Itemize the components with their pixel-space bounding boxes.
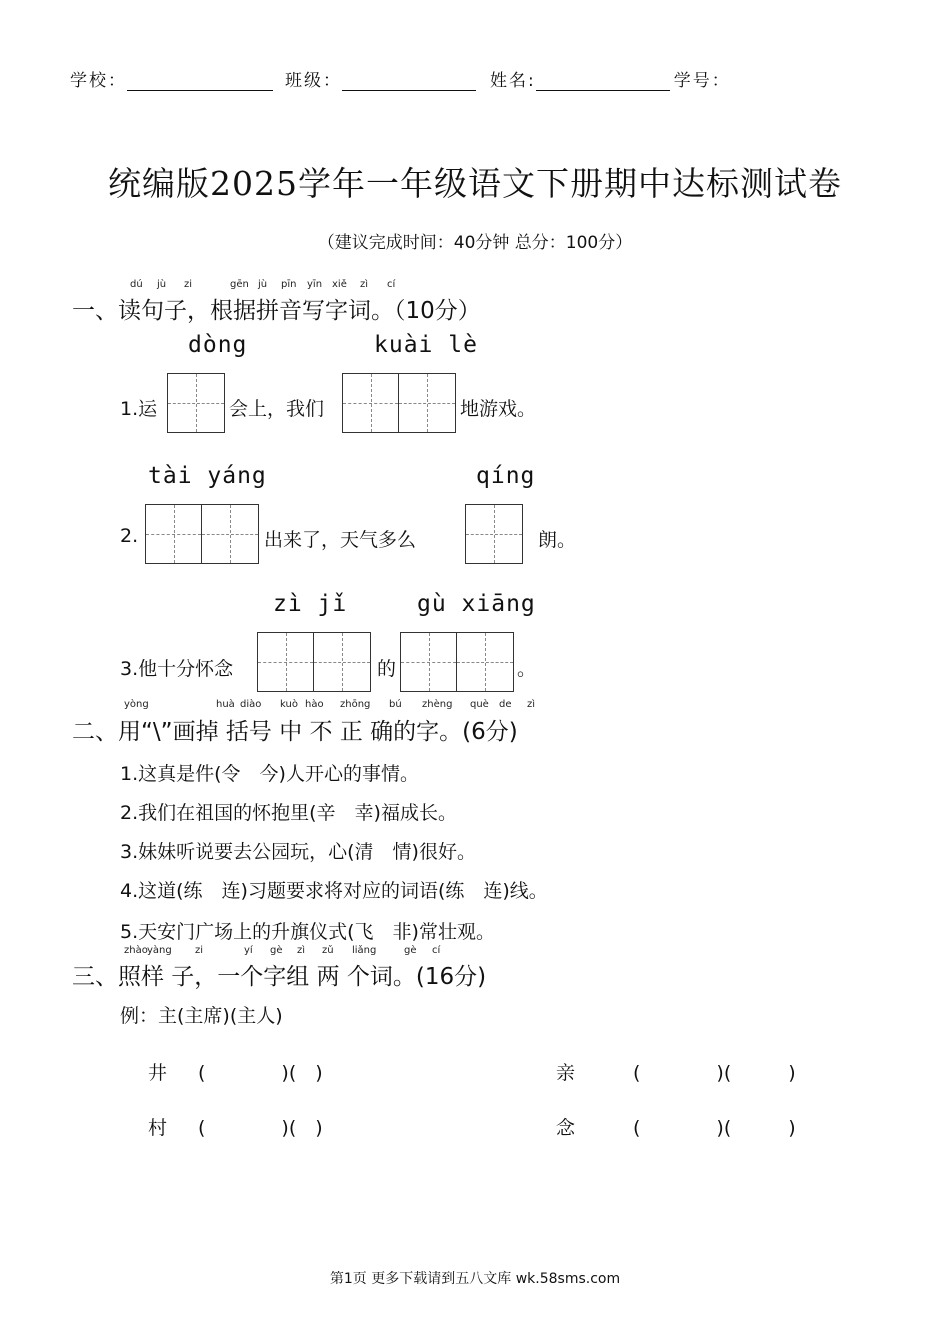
- section3-blanks-jing[interactable]: ( )( ): [198, 1062, 323, 1084]
- writing-cell[interactable]: [343, 374, 399, 432]
- writing-cell[interactable]: [146, 505, 202, 563]
- q3-text-c: 。: [517, 658, 537, 680]
- page-title: 统编版2025学年一年级语文下册期中达标测试卷: [108, 164, 842, 203]
- section3-char-cun: 村: [148, 1117, 168, 1139]
- writing-cell[interactable]: [168, 374, 224, 432]
- student-info-row: [70, 66, 731, 91]
- writing-cell[interactable]: [457, 633, 513, 691]
- ruby-zi5: zì: [297, 945, 306, 956]
- section2-item-3: 3.妹妹听说要去公园玩，心(清 情)很好。: [120, 841, 476, 863]
- q2-pinyin-taiyang: tài yáng: [148, 463, 267, 489]
- writing-cell[interactable]: [202, 505, 258, 563]
- ruby-pin: pīn: [281, 279, 297, 290]
- section3-char-nian: 念: [556, 1117, 576, 1139]
- q1-pinyin-kuaile: kuài lè: [374, 332, 478, 358]
- section3-blanks-qin[interactable]: ( )( ): [633, 1062, 796, 1084]
- ruby-xie: xiě: [332, 279, 347, 290]
- ruby-de: de: [499, 699, 512, 710]
- name-label: 姓名:: [490, 71, 536, 91]
- page-subtitle: （建议完成时间：40分钟 总分：100分）: [317, 233, 633, 253]
- section3-example: 例：主(主席)(主人): [120, 1005, 283, 1027]
- section3-char-qin: 亲: [556, 1062, 576, 1084]
- class-label: 班级：: [285, 71, 342, 91]
- writing-cell[interactable]: [314, 633, 370, 691]
- ruby-que: què: [470, 699, 489, 710]
- ruby-liang: liǎng: [352, 945, 377, 956]
- q3-pinyin-ziji: zì jǐ: [273, 591, 348, 617]
- ruby-du: dú: [130, 279, 143, 290]
- id-label: 学号：: [673, 71, 731, 91]
- writing-cell[interactable]: [401, 633, 457, 691]
- section2-item-2: 2.我们在祖国的怀抱里(辛 幸)福成长。: [120, 802, 457, 824]
- q1-pinyin-dong: dòng: [188, 332, 248, 358]
- ruby-zheng: zhèng: [422, 699, 453, 710]
- ruby-zi2: zì: [360, 279, 369, 290]
- ruby-zu: zǔ: [322, 945, 334, 956]
- q2-grid-qing[interactable]: [465, 504, 523, 564]
- ruby-zi: zi: [184, 279, 193, 290]
- class-field[interactable]: [342, 72, 476, 91]
- section3-blanks-nian[interactable]: ( )( ): [633, 1117, 796, 1139]
- school-field[interactable]: [127, 72, 273, 91]
- section2-item-4: 4.这道(练 连)习题要求将对应的词语(练 连)线。: [120, 880, 548, 902]
- ruby-zi3: zì: [527, 699, 536, 710]
- ruby-hao: hào: [305, 699, 324, 710]
- ruby-ge: gè: [270, 945, 283, 956]
- q3-grid-guxiang[interactable]: [400, 632, 514, 692]
- q3-text-b: 的: [377, 658, 397, 680]
- ruby-zi4: zi: [195, 945, 204, 956]
- school-label: 学校：: [70, 71, 127, 91]
- q2-grid-taiyang[interactable]: [145, 504, 259, 564]
- page-footer: 第1页 更多下载请到五八文库 wk.58sms.com: [329, 1271, 621, 1287]
- section2-item-5: 5.天安门广场上的升旗仪式(飞 非)常壮观。: [120, 921, 495, 943]
- section2-heading: 二、用“\”画掉 括号 中 不 正 确的字。(6分): [72, 719, 518, 745]
- ruby-ci: cí: [387, 279, 396, 290]
- q1-text-b: 会上，我们: [229, 398, 325, 420]
- writing-cell[interactable]: [399, 374, 455, 432]
- ruby-gen: gēn: [230, 279, 249, 290]
- q2-text-c: 朗。: [538, 529, 577, 551]
- ruby-yi: yí: [244, 945, 253, 956]
- ruby-diao: diào: [240, 699, 262, 710]
- section3-char-jing: 井: [148, 1062, 168, 1084]
- section2-item-1: 1.这真是件(令 今)人开心的事情。: [120, 763, 419, 785]
- q1-text-c: 地游戏。: [460, 398, 537, 420]
- ruby-kuo: kuò: [280, 699, 298, 710]
- ruby-bu: bú: [389, 699, 402, 710]
- section1-heading: 一、读句子，根据拼音写字词。（10分）: [72, 298, 481, 324]
- ruby-ge2: gè: [404, 945, 417, 956]
- q3-text-a: 3.他十分怀念: [120, 658, 234, 680]
- q1-grid-kuaile[interactable]: [342, 373, 456, 433]
- q2-text-b: 出来了，天气多么: [264, 529, 417, 551]
- ruby-ci2: cí: [432, 945, 441, 956]
- ruby-yong: yòng: [124, 699, 149, 710]
- ruby-yang: yàng: [147, 945, 172, 956]
- writing-cell[interactable]: [466, 505, 522, 563]
- ruby-hua: huà: [216, 699, 235, 710]
- writing-cell[interactable]: [258, 633, 314, 691]
- ruby-ju: jù: [157, 279, 167, 290]
- q1-text-a: 1.运: [120, 398, 158, 420]
- section3-heading: 三、照样 子，一个字组 两 个词。(16分): [72, 964, 487, 990]
- ruby-zhong: zhōng: [340, 699, 371, 710]
- q2-text-a: 2.: [120, 525, 139, 547]
- q3-pinyin-guxiang: gù xiāng: [417, 591, 536, 617]
- section3-blanks-cun[interactable]: ( )( ): [198, 1117, 323, 1139]
- name-field[interactable]: [536, 72, 670, 91]
- ruby-yin: yīn: [307, 279, 323, 290]
- ruby-ju2: jù: [258, 279, 268, 290]
- q2-pinyin-qing: qíng: [476, 463, 536, 489]
- ruby-zhao: zhào: [124, 945, 148, 956]
- q3-grid-ziji[interactable]: [257, 632, 371, 692]
- q1-grid-dong[interactable]: [167, 373, 225, 433]
